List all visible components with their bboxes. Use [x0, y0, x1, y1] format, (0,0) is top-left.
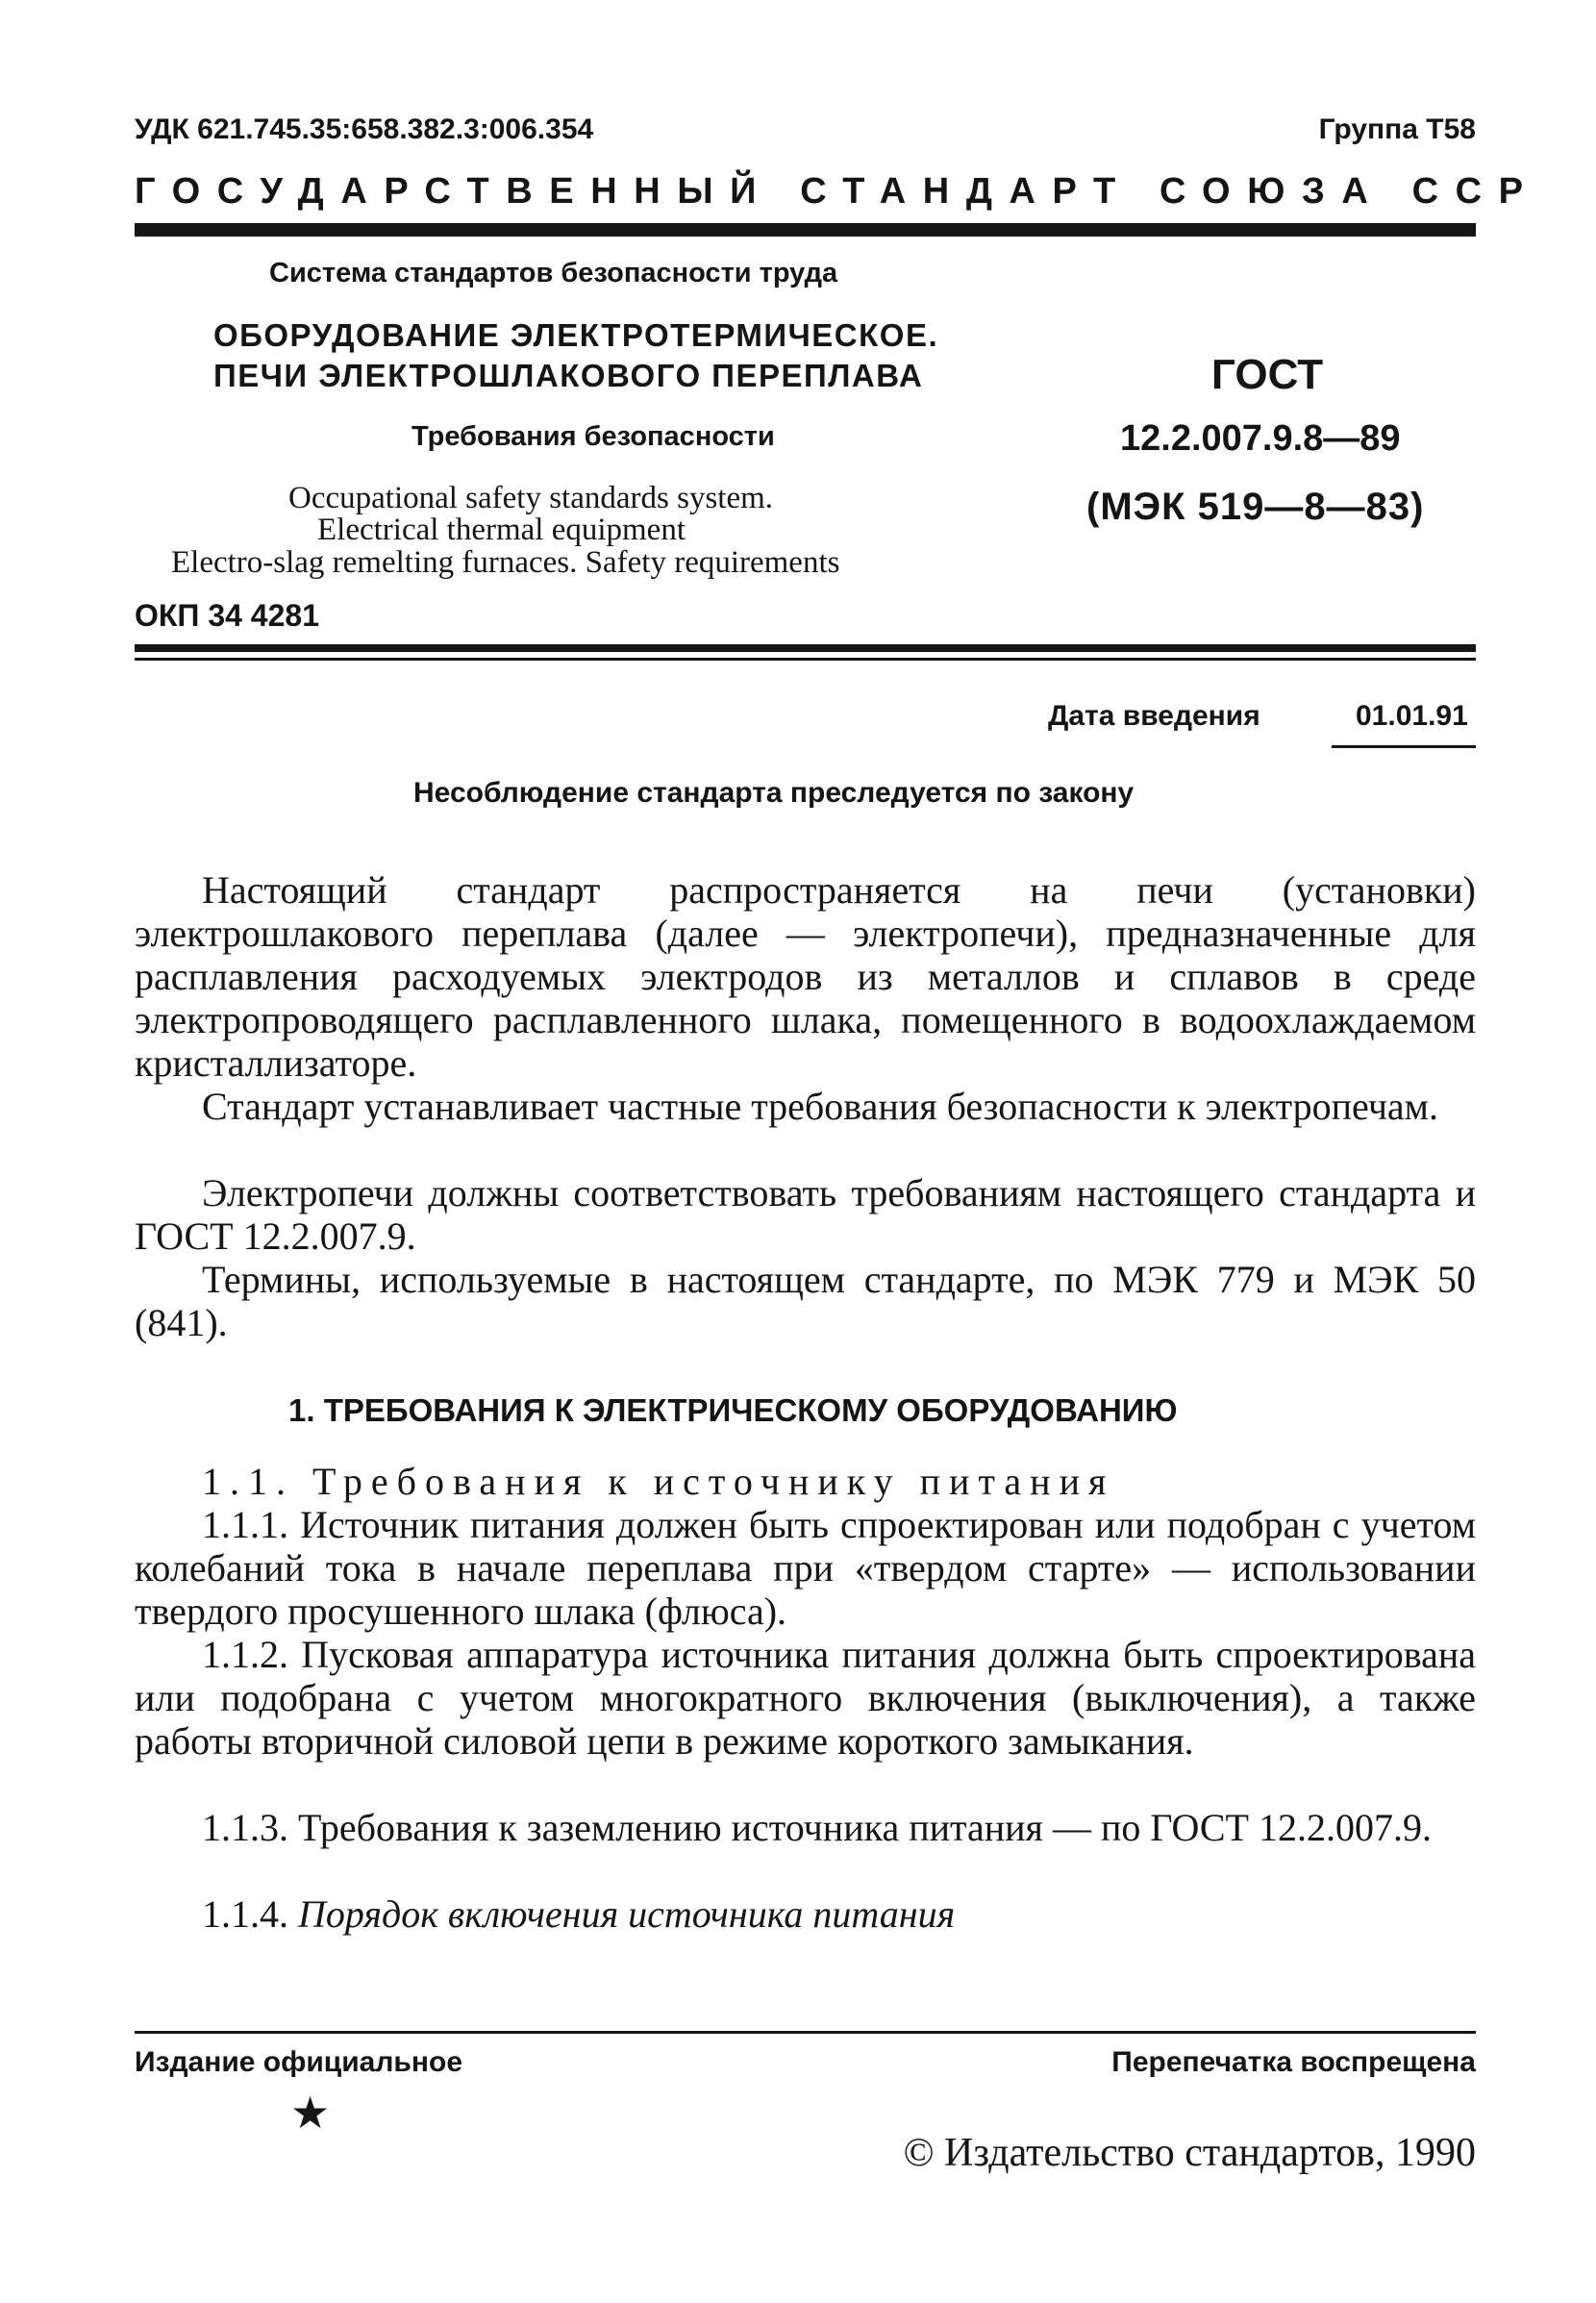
reprint-notice: Перепечатка воспрещена	[1111, 2046, 1476, 2078]
legal-notice: Несоблюдение стандарта преследуется по закону	[413, 777, 1135, 809]
clause-1-1-2: 1.1.2. Пусковая аппаратура источника питания должна быть спроектирована или подобрана с учетом многократного включения (выключения), а также работы вторичной силовой цепи в режиме короткого замыкания.	[135, 1633, 1476, 1763]
intro-date-value: 01.01.91	[1356, 700, 1468, 732]
english-title-line-3: Electro-slag remelting furnaces. Safety requirements	[171, 545, 840, 580]
thick-rule-top	[135, 223, 1476, 237]
footer-rule	[135, 2031, 1476, 2034]
paragraph-terms: Термины, используемые в настоящем стандарте, по МЭК 779 и МЭК 50 (841).	[135, 1258, 1476, 1344]
okp-code: ОКП 34 4281	[135, 598, 319, 633]
rule-mid-thick	[135, 644, 1476, 652]
gost-label: ГОСТ	[1211, 351, 1324, 398]
subsection-1-1: 1.1. Требования к источнику питания	[202, 1460, 1115, 1503]
paragraph-scope: Настоящий стандарт распространяется на печи (установки) электрошлакового переплава (далее — электропечи), предназначенные для расплавления расходуемых электродов из металлов и сплавов в среде электропроводящего расплавленного шлака, помещенного в водоохлаждаемом кристаллизаторе.	[135, 868, 1476, 1085]
intro-date-underline	[1332, 745, 1476, 748]
copyright-icon: ©	[903, 2131, 935, 2175]
clause-1-1-1: 1.1.1. Источник питания должен быть спроектирован или подобран с учетом колебаний тока в начале переплава при «твердом старте» — использовании твердого просушенного шлака (флюса).	[135, 1503, 1476, 1633]
english-title-line-1: Occupational safety standards system.	[288, 481, 774, 515]
group-code: Группа Т58	[1318, 113, 1476, 145]
iec-number: (МЭК 519—8—83)	[1086, 486, 1425, 528]
title-line-2: ПЕЧИ ЭЛЕКТРОШЛАКОВОГО ПЕРЕПЛАВА	[213, 358, 924, 393]
copyright-line	[904, 2130, 1476, 2176]
rule-mid-thin	[135, 658, 1476, 661]
clause-1-1-3: 1.1.3. Требования к заземлению источника питания — по ГОСТ 12.2.007.9.	[202, 1806, 1432, 1849]
paragraph-compliance: Электропечи должны соответствовать требованиям настоящего стандарта и ГОСТ 12.2.007.9.	[135, 1171, 1476, 1258]
system-title: Система стандартов безопасности труда	[269, 258, 838, 288]
intro-date-label: Дата введения	[1048, 700, 1260, 732]
clause-1-1-4	[135, 1892, 1476, 1936]
section-1-heading: 1. ТРЕБОВАНИЯ К ЭЛЕКТРИЧЕСКОМУ ОБОРУДОВАНИЮ	[288, 1392, 1178, 1428]
gost-number: 12.2.007.9.8—89	[1120, 418, 1401, 459]
title-line-1: ОБОРУДОВАНИЕ ЭЛЕКТРОТЕРМИЧЕСКОЕ.	[213, 317, 939, 353]
star-icon: ★	[290, 2089, 331, 2138]
copyright-text: Издательство стандартов, 1990	[944, 2131, 1476, 2175]
clause-1-1-4-number: 1.1.4.	[202, 1892, 288, 1936]
subtitle: Требования безопасности	[411, 421, 775, 452]
edition-label: Издание официальное	[135, 2046, 463, 2078]
english-title-line-2: Electrical thermal equipment	[317, 513, 686, 547]
udk-code: УДК 621.745.35:658.382.3:006.354	[135, 113, 594, 145]
paragraph-requirements: Стандарт устанавливает частные требования безопасности к электропечам.	[202, 1085, 1438, 1128]
clause-1-1-4-title: Порядок включения источника питания	[298, 1892, 956, 1936]
banner-title: ГОСУДАРСТВЕННЫЙ СТАНДАРТ СОЮЗА ССР	[135, 171, 1540, 212]
